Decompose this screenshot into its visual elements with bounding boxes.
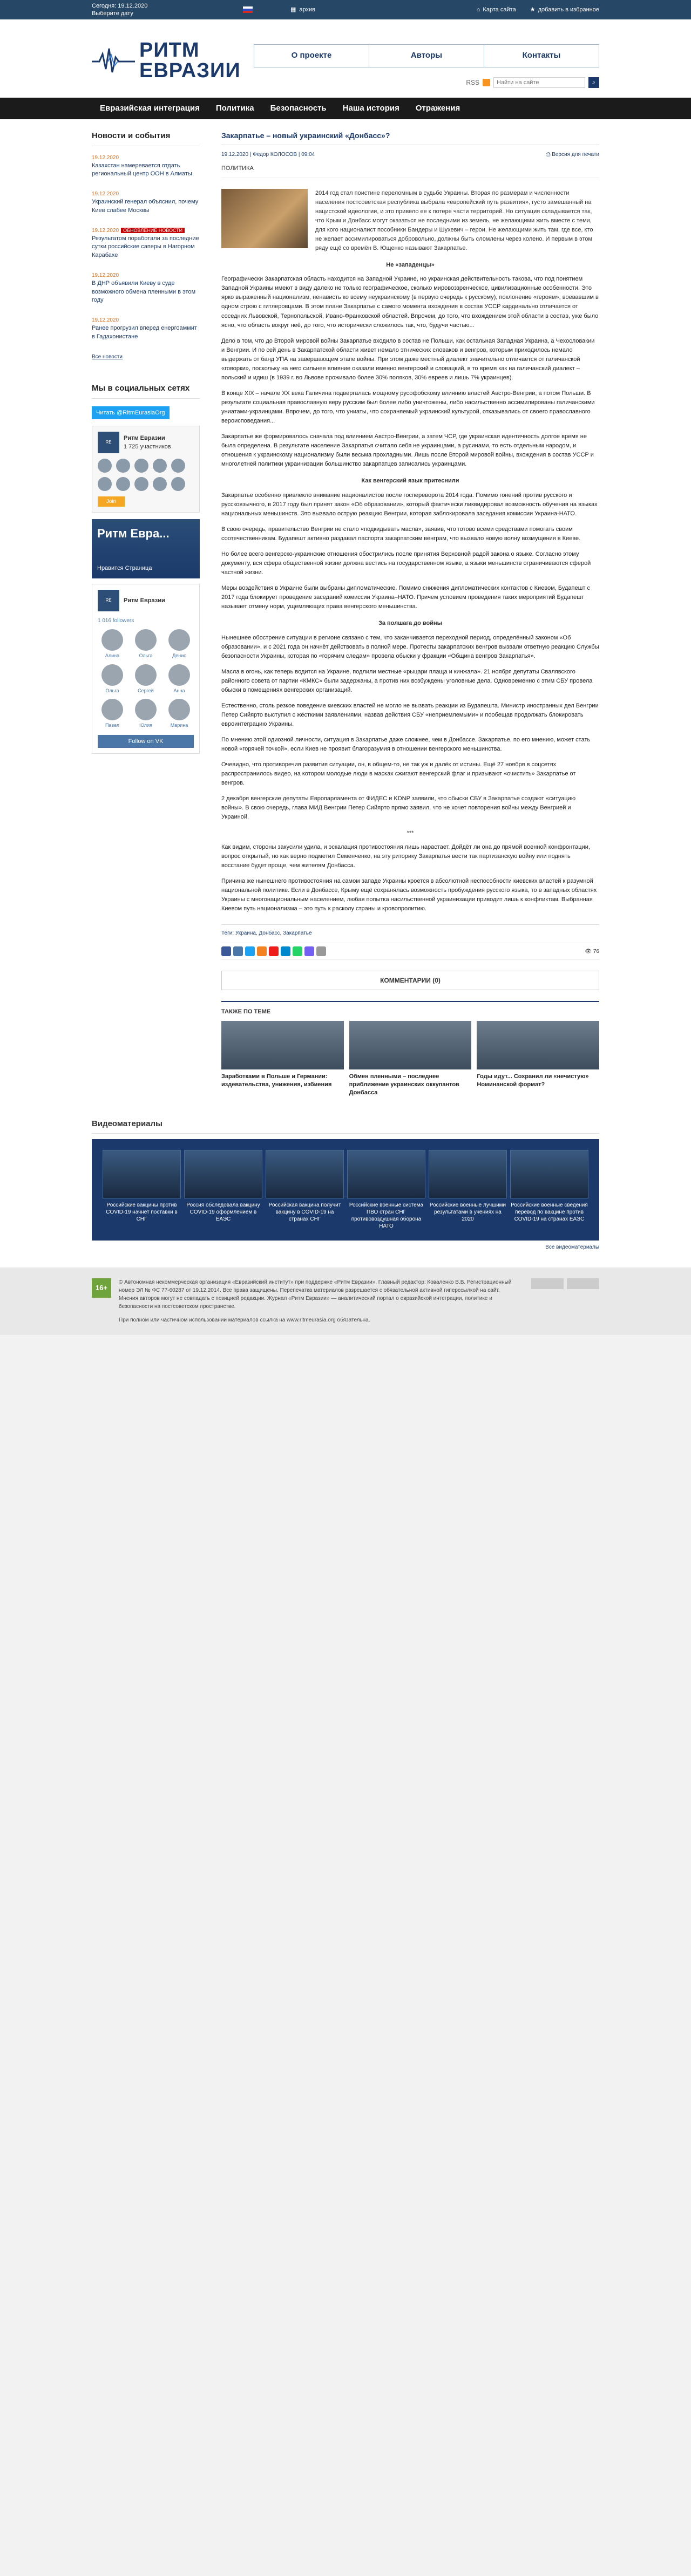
related-image[interactable]: [221, 1021, 344, 1069]
follower-name: Денис: [172, 653, 186, 659]
section-heading: Как венгерский язык притеснили: [361, 478, 459, 485]
search-icon[interactable]: ⌕: [588, 77, 599, 88]
lead-image: [221, 189, 308, 248]
avatar: [101, 629, 123, 651]
vk-logo: RE: [98, 590, 119, 611]
paragraph: Масла в огонь, как теперь водится на Украине, подлили местные «рыцари плаща и кинжала». 21 ноября депутаты Свалявского районного совета от партии «КМКС» были задержаны, а против них возбуждены уголовные дела. Одновременно с этим СБУ провела обыски в помещениях венгерских организаций.: [221, 668, 593, 693]
join-button[interactable]: Join: [98, 496, 125, 507]
follower-name: Павел: [105, 723, 120, 728]
language-switch[interactable]: [243, 6, 253, 13]
main-menu: [254, 44, 599, 67]
video-item[interactable]: [103, 1150, 181, 1230]
avatar[interactable]: [171, 459, 185, 473]
avatar: [168, 664, 190, 686]
video-grid: [92, 1139, 599, 1241]
news-link[interactable]: Казахстан намеревается отдать региональный центр ООН в Алматы: [92, 162, 192, 177]
video-item[interactable]: [429, 1150, 507, 1230]
follower-name: Марина: [170, 723, 188, 728]
page-body: [0, 119, 691, 1107]
counter-badge[interactable]: [531, 1278, 564, 1289]
facebook-share-icon[interactable]: [221, 946, 231, 956]
avatar[interactable]: [153, 459, 167, 473]
vk-share-icon[interactable]: [233, 946, 243, 956]
news-date: 19.12.2020: [92, 154, 119, 161]
vk-follower[interactable]: [131, 664, 160, 695]
twitter-share-icon[interactable]: [245, 946, 255, 956]
menu-about[interactable]: О проекте: [254, 45, 369, 67]
star-icon: ★: [530, 6, 536, 13]
avatar[interactable]: [116, 459, 130, 473]
archive-label: архив: [299, 6, 316, 13]
related-articles: [221, 1001, 599, 1096]
article-meta: [221, 151, 599, 159]
news-date: 19.12.2020: [92, 317, 119, 324]
whatsapp-share-icon[interactable]: [293, 946, 302, 956]
video-caption[interactable]: Российские военные система ПВО стран СНГ противовоздушная оборона НАТО: [349, 1202, 424, 1229]
paragraph: Естественно, столь резкое поведение киевских властей не могло не вызвать реакции из Будапешта. Министр иностранных дел Венгрии Петер Сийярто выступил с жёсткими заявлениями, назвав действия СБУ «неприемлемыми» и пообещав продолжать блокировать евроинтеграцию Украины.: [221, 703, 599, 728]
vk-follower[interactable]: [98, 664, 127, 695]
header-search: [466, 77, 599, 88]
paragraph: Закарпатье же формировалось сначала под влиянием Австро-Венгрии, а затем ЧСР, где украинская идентичность долгое время не была определена. В результате население Закарпатья считало себя не украинцами, а русинами, то есть отдельным народом, и отношения к украинскому национализму были весьма прохладными. Лишь после Второй мировой войны, вхождения в состав УССР и многолетней политики украинизации большинство закарпатцев записались украинцами.: [221, 433, 594, 468]
paragraph: Дело в том, что до Второй мировой войны Закарпатье входило в состав не Польши, как остальная Западная Украина, а Чехословакии и Венгрии. И по сей день в Закарпатской области живет немало этнических словаков и венгров, которым приходилось немало выдержать от банд УПА на завершающем этапе войны. При этом даже местный диалект значительно отличается от галичанской «говорки», поскольку на него сильнее влияние оказали именно венгерский и словацкий, в то время как на галичанский диалект – польский и идиш (в 1939 г. во Львове проживало более 30% поляков, 30% евреев и лишь 7% украинцев).: [221, 337, 595, 381]
avatar[interactable]: [134, 459, 148, 473]
related-link[interactable]: Заработками в Польше и Германии: издевательства, унижения, избиения: [221, 1073, 332, 1088]
update-badge: ОБНОВЛЕНИЕ НОВОСТИ: [121, 228, 185, 233]
choose-date-link[interactable]: Выберите дату: [92, 10, 133, 17]
avatar[interactable]: [171, 477, 185, 491]
related-title: ТАКЖЕ ПО ТЕМЕ: [221, 1007, 599, 1017]
related-item[interactable]: [221, 1021, 344, 1097]
logo-text: [139, 40, 241, 81]
lead-text: 2014 год стал поистине переломным в судьбе Украины. Вторая по размерам и численности населения постсоветская республика выбрала «европейский путь развития», густо замешанный на нацистской идеологии, и это привело ее к потере части территорий. Но ситуация складывается так, что Крым и Донбасс могут оказаться не последними из земель, не желающими жить вместе с теми, для кого националист пособники Бандеры и Шухевич – герои. Не желающими жить там, где все, кто не желает ассимилироваться добровольно, должны быть сломлены через колено. И первым в этом ряду ещё со времён В. Ющенко называют Закарпатье.: [315, 189, 593, 251]
print-icon: ⎙: [546, 152, 552, 158]
comments-button[interactable]: КОММЕНТАРИИ (0): [221, 971, 599, 990]
article-date-author: 19.12.2020 | Федор КОЛОСОВ | 09:04: [221, 152, 315, 158]
more-share-icon[interactable]: [316, 946, 326, 956]
video-thumbnail[interactable]: [103, 1150, 181, 1198]
article-content: [221, 130, 599, 1107]
video-item[interactable]: [347, 1150, 425, 1230]
related-item[interactable]: [349, 1021, 472, 1097]
sidebar: [92, 130, 200, 1107]
eye-icon: 👁: [585, 948, 593, 955]
view-count: [585, 948, 599, 956]
article-title: Закарпатье – новый украинский «Донбасс»?: [221, 130, 599, 145]
social-title: Мы в социальных сетях: [92, 383, 200, 399]
avatar: [135, 664, 157, 686]
news-date: [92, 227, 200, 235]
vk-head: [98, 590, 194, 611]
top-links: [477, 5, 599, 15]
paragraph: Нынешнее обострение ситуации в регионе связано с тем, что заканчивается переходной период, определённый законом «Об образовании», и с 2021 года он начнёт действовать в полной мере. Протесты закарпатских венгров вызвали ответную реакцию Службы безопасности Украины, которая по «горячим следам» провела обыски у фракции «Община венгров Закарпатья».: [221, 634, 599, 659]
follower-name: Ольга: [105, 687, 119, 693]
telegram-share-icon[interactable]: [281, 946, 290, 956]
widget-logo: RE: [98, 432, 119, 453]
nav-politics[interactable]: Политика: [215, 103, 254, 113]
nav-reflections[interactable]: Отражения: [415, 103, 460, 113]
news-link[interactable]: Ранее прогрузил вперед енергоаммит в Гадахонистане: [92, 325, 197, 340]
nav-bar: [0, 98, 691, 119]
avatar: [135, 629, 157, 651]
site-logo[interactable]: [92, 40, 241, 81]
paragraph: Причина же нынешнего противостояния на самом западе Украины кроется в абсолютной неспособности киевских властей к разумной национальной политике. Если в Донбассе, Крыму ещё сохранялась возможность пробуждения русского языка, то в западных областях Украины с многонациональным населением, любая попытка насильственной украинизации приводит лишь к конфликтам. Выбранная Киевом путь национализма – это путь к расколу страны и кровопролитию.: [221, 878, 597, 912]
current-date: Сегодня: 19.12.2020: [92, 2, 148, 9]
sitemap-icon: ⌂: [476, 6, 480, 13]
vk-follower[interactable]: [98, 699, 127, 730]
widget-head: [98, 432, 194, 453]
facebook-widget[interactable]: [92, 519, 200, 578]
news-date: 19.12.2020: [92, 191, 119, 197]
avatar: [101, 699, 123, 720]
video-caption[interactable]: Российская вакцина получит вакцину в COVID-19 на странах СНГ: [268, 1202, 341, 1222]
avatar: [168, 699, 190, 720]
paragraph: Очевидно, что противоречия развития ситуации, он, в общем-то, не так уж и далёк от истины. Ещё 27 ноября в соцсетях распространилось видео, на котором молодые люди в масках сжигают венгерский флаг и призывают «очистить» Закарпатье от венгров.: [221, 761, 576, 787]
avatar[interactable]: [134, 477, 148, 491]
news-item[interactable]: [92, 271, 200, 304]
print-label: Версия для печати: [552, 152, 599, 158]
paragraph: В свою очередь, правительство Венгрии не стало «подкидывать масла», заявив, что готово всеми средствами помогать своим соотечественникам. Будапешт активно раздавал паспорта закарпатским венграм, что вызвало новую волну возмущения в Киеве.: [221, 526, 581, 542]
footer-copyright: © Автономная некоммерческая организация «Евразийский институт» при поддержке «Ритм Евразии». Главный редактор: Коваленко В.В. Регистрационный номер ЭЛ № ФС 77-60287 от 19.12.2014. Все права защищены. Перепечатка материалов разрешается с обязательной активной гиперссылкой на сайт. Мнения авторов могут не совпадать с позицией редакции. Журнал «Ритм Евразии» — аналитический портал о евразийской интеграции, политике и безопасности на постсоветском пространстве.: [119, 1279, 512, 1310]
follower-name: Анна: [173, 687, 185, 693]
paragraph: 2 декабря венгерские депутаты Европарламента от ФИДЕС и KDNP заявили, что обыски СБУ в Закарпатье создают «ситуацию войны». В свою очередь, глава МИД Венгрии Петер Сийярто прямо заявил, что не хочет повторения войны между Венгрией и Украиной.: [221, 795, 576, 821]
calendar-icon: ▦: [290, 6, 296, 13]
share-bar: [221, 943, 599, 960]
avatar[interactable]: [153, 477, 167, 491]
all-news-link[interactable]: Все новости: [92, 354, 123, 360]
paragraph: Географически Закарпатская область находится на Западной Украине, но украинская действительность такова, что под понятием Западной Украины имеют в виду далеко не только географическое, сколько мировоззренческое, цивилизационные особенности. Это ярко выраженный национализм, ненависть ко всему неукраинскому (в первую очередь к русскому), поклонение «героям», воевавшим в одном строю с гитлеровцами. В этом плане Закарпатье с самого момента вхождения в состав УССР кардинально отличается от соседних Львовской, Тернопольской, Ивано-Франковской областей. Впрочем, до того, что вхождением этой области в состав, уже было ясно, что область вокруг неё, до того, что исторически сложилось так, что, будучи частью...: [221, 276, 599, 329]
follower-name: Алина: [105, 653, 120, 659]
news-item[interactable]: [92, 227, 200, 260]
paragraph: По мнению этой одиозной личности, ситуация в Закарпатье даже сложнее, чем в Донбассе. Закарпатье, по его мнению, может стать новой «горячей точкой», если Киев не проявит благоразумия в отношении венгерского меньшинства.: [221, 737, 591, 753]
video-section: [0, 1107, 691, 1267]
related-link[interactable]: Годы идут... Сохранил ли «нечистую» Номинанской формат?: [477, 1073, 589, 1088]
news-link[interactable]: Украинский генерал объяснил, почему Киев слабее Москвы: [92, 199, 199, 214]
favorites-link[interactable]: [530, 5, 599, 15]
video-caption[interactable]: Российские военные лучшими результатами в учениях на 2020: [429, 1202, 506, 1222]
all-videos-link[interactable]: Все видеоматериалы: [545, 1244, 599, 1250]
footer-counters: [531, 1278, 599, 1324]
favorites-label: добавить в избранное: [538, 6, 599, 13]
top-bar: [0, 0, 691, 19]
mailru-share-icon[interactable]: [269, 946, 279, 956]
vk-follower[interactable]: [131, 629, 160, 660]
vk-follower[interactable]: [98, 629, 127, 660]
facebook-like-button[interactable]: Нравится Страница: [97, 565, 152, 572]
archive-link[interactable]: [290, 5, 315, 15]
odnoklassniki-share-icon[interactable]: [257, 946, 267, 956]
community-widget: [92, 426, 200, 513]
paragraph: Закарпатье особенно привлекло внимание националистов после госпереворота 2014 года. Помимо гонений против русского и русскоязычного, в 2017 году был принят закон «Об образовании», который фактически ликвидировал возможность обучения на языках национальных меньшинств. Это вызвало острую реакцию Венгрии, которая заблокировала заседания комиссии Украина-НАТО.: [221, 492, 598, 517]
member-avatars: [98, 459, 194, 491]
follower-name: Сергей: [138, 687, 154, 693]
search-input[interactable]: [493, 77, 585, 88]
paragraph: В конце XIX – начале XX века Галичина подвергалась мощному русофобскому влиянию властей Австро-Венгрии, а потом Польши. В результате социальная православную веру русским был более либо уничтожены, либо насильственно ассимилированы галичанскими униатами-украинцами. Впрочем, до того, что униаты, что сохраняемый украинский культурой, отказывались от своего православного вероисповедания...: [221, 390, 595, 424]
footer: [0, 1267, 691, 1335]
rss-link[interactable]: RSS: [466, 79, 479, 86]
related-image[interactable]: [349, 1021, 472, 1069]
article-rubric[interactable]: ПОЛИТИКА: [221, 164, 599, 178]
news-link[interactable]: В ДНР объявили Киеву в суде возможного обмена пленными в этом году: [92, 280, 196, 304]
follower-name: Ольга: [139, 653, 153, 659]
widget-info: [124, 434, 171, 452]
video-caption[interactable]: Российские вакцины против COVID-19 начнет поставки в СНГ: [106, 1202, 178, 1222]
related-image[interactable]: [477, 1021, 599, 1069]
rss-icon[interactable]: [483, 79, 490, 86]
video-caption[interactable]: Российские военные сведения перевод по вакцине против COVID-19 на странах ЕАЭС: [511, 1202, 588, 1222]
article-body: [221, 189, 599, 914]
view-count-value: 76: [593, 948, 599, 955]
avatar: [168, 629, 190, 651]
age-rating-badge: 16+: [92, 1278, 111, 1298]
vk-follower[interactable]: [165, 699, 194, 730]
video-item[interactable]: [184, 1150, 262, 1230]
article-lead: [221, 189, 599, 253]
video-item[interactable]: [266, 1150, 344, 1230]
vk-follower[interactable]: [131, 699, 160, 730]
paragraph: Как видим, стороны закусили удила, и эскалация противостояния лишь нарастает. Дойдёт ли она до прямой военной конфронтации, вопрос открытый, но как верно подметил Семенченко, на эту риторику Закарпатья вести так партизанскую войну или поднять восстание будет проще, чем жителям Донбасса.: [221, 844, 590, 869]
video-thumbnail[interactable]: [510, 1150, 588, 1198]
footer-note: При полном или частичном использовании материалов ссылка на www.ritmeurasia.org обязательна.: [119, 1317, 370, 1323]
nav-our-history[interactable]: Наша история: [342, 103, 399, 113]
menu-authors[interactable]: Авторы: [369, 45, 484, 67]
viber-share-icon[interactable]: [304, 946, 314, 956]
video-caption[interactable]: Россия обследовала вакцину COVID-19 оформлением в ЕАЭС: [186, 1202, 260, 1222]
vk-follow-button[interactable]: Follow on VK: [98, 735, 194, 748]
video-thumbnail[interactable]: [429, 1150, 507, 1198]
vk-name[interactable]: Ритм Евразии: [124, 597, 165, 604]
video-thumbnail[interactable]: [266, 1150, 344, 1198]
counter-badge[interactable]: [567, 1278, 599, 1289]
avatar[interactable]: [98, 477, 112, 491]
related-grid: [221, 1021, 599, 1097]
facebook-page-title: Ритм Евра...: [97, 527, 170, 541]
paragraph: Но более всего венгерско-украинские отношения обострились после принятия Верховной радой закона о языке. Согласно этому документу, вся сфера общественной жизни должна вестись на государственном языке, а языки меньшинств ограничиваются сферой частной жизни.: [221, 550, 591, 576]
nav-eurasian-integration[interactable]: Евразийская интеграция: [100, 103, 200, 113]
menu-contacts[interactable]: Контакты: [522, 51, 561, 60]
avatar[interactable]: [98, 459, 112, 473]
follower-name: Юлия: [139, 723, 152, 728]
vk-widget: [92, 584, 200, 754]
pulse-logo-icon: [92, 44, 135, 77]
vk-followers-grid: [98, 629, 194, 730]
separator: ***: [407, 829, 414, 836]
sitemap-label: Карта сайта: [483, 6, 516, 13]
vk-followers-count: 1 016 followers: [98, 618, 134, 624]
vk-follower[interactable]: [165, 629, 194, 660]
sitemap-link[interactable]: [477, 5, 516, 15]
section-heading: Не «западенцы»: [386, 261, 435, 268]
footer-text: [119, 1278, 513, 1324]
paragraph: Меры воздействия в Украине были выбраны дипломатические. Помимо снижения дипломатических контактов с Киевом, Будапешт с 2017 года блокирует проведение заседаний комиссии Украина–НАТО. Причем условием проведения таких мероприятий Будапешт называет отмену норм, ущемляющих права венгерского меньшинства.: [221, 585, 591, 610]
avatar[interactable]: [116, 477, 130, 491]
video-title: Видеоматериалы: [92, 1118, 599, 1134]
video-thumbnail[interactable]: [184, 1150, 262, 1198]
twitter-follow-button[interactable]: Читать @RitmEurasiaOrg: [92, 406, 170, 420]
vk-follower[interactable]: [165, 664, 194, 695]
news-date: 19.12.2020: [92, 272, 119, 279]
nav-security[interactable]: Безопасность: [270, 103, 327, 113]
news-item[interactable]: [92, 190, 200, 215]
news-date-value: 19.12.2020: [92, 228, 119, 234]
widget-name[interactable]: Ритм Евразии: [124, 434, 165, 441]
logo-line1: РИТМ: [139, 39, 200, 62]
widget-members: 1 725 участников: [124, 444, 171, 451]
header: [0, 19, 691, 98]
video-item[interactable]: [510, 1150, 588, 1230]
russia-flag-icon[interactable]: [243, 6, 253, 13]
related-item[interactable]: [477, 1021, 599, 1097]
news-item[interactable]: [92, 316, 200, 341]
section-heading: За полшага до войны: [378, 620, 443, 627]
news-item[interactable]: [92, 154, 200, 179]
related-link[interactable]: Обмен пленными – последнее приближение украинских оккупантов Донбасса: [349, 1073, 459, 1096]
news-link[interactable]: Результатом поработали за последние сутки российские саперы в Нагорном Карабахе: [92, 235, 199, 258]
video-thumbnail[interactable]: [347, 1150, 425, 1198]
avatar: [101, 664, 123, 686]
top-date-block: [92, 2, 232, 18]
avatar: [135, 699, 157, 720]
print-version-link[interactable]: [546, 151, 599, 159]
news-title: Новости и события: [92, 130, 200, 146]
logo-line2: ЕВРАЗИИ: [139, 59, 241, 82]
article-tags[interactable]: Теги: Украина, Донбасс, Закарпатье: [221, 924, 599, 937]
